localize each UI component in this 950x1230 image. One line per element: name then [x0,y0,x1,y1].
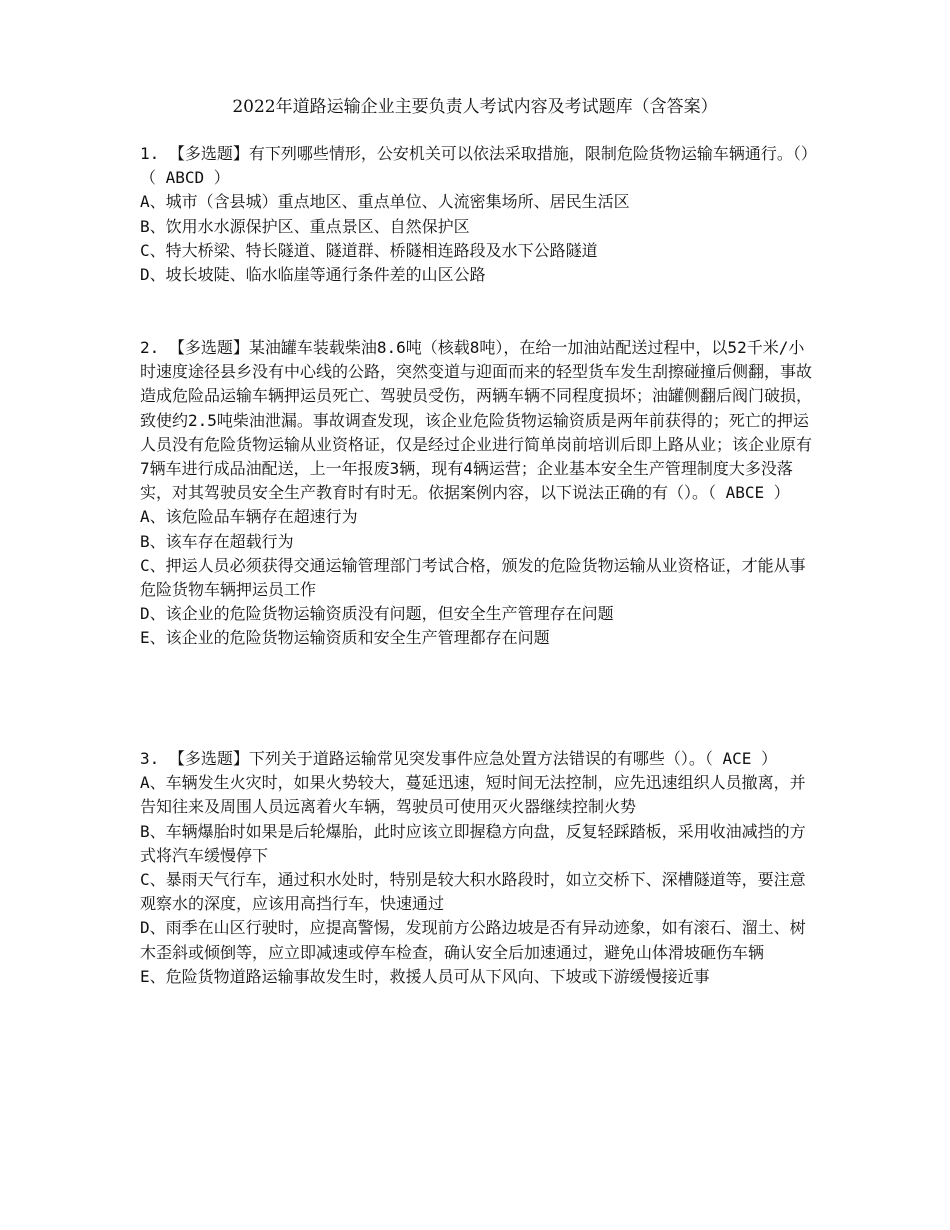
option-a: A、该危险品车辆存在超速行为 [140,507,358,527]
option-c: C、暴雨天气行车，通过积水处时，特别是较大积水路段时，如立交桥下、深槽隧道等，要注意观察水的深度，应该用高挡行车，快速通过 [140,870,806,914]
option-b: B、该车存在超载行为 [140,531,294,551]
question-1 [140,142,820,287]
question-stem: 2. 【多选题】某油罐车装载柴油8.6吨（核载8吨），在给一加油站配送过程中，以52千米/小时速度途径县乡没有中心线的公路，突然变道与迎面而来的轻型货车发生刮擦碰撞后侧翻，事故造成危险品运输车辆押运员死亡、驾驶员受伤，两辆车辆不同程度损坏；油罐侧翻后阀门破损，致使约2.5吨柴油泄漏。事故调查发现，该企业危险货物运输资质是两年前获得的；死亡的押运人员没有危险货物运输从业资格证，仅是经过企业进行简单岗前培训后即上路从业；该企业原有7辆车进行成品油配送，上一年报废3辆，现有4辆运营；企业基本安全生产管理制度大多没落实，对其驾驶员安全生产教育时有时无。依据案例内容，以下说法正确的有（）。（ ABCE ） [140,338,813,503]
question-stem: 1. 【多选题】有下列哪些情形，公安机关可以依法采取措施，限制危险货物运输车辆通行。（）（ ABCD ） [140,144,817,188]
question-2 [140,336,820,651]
option-d: D、坡长坡陡、临水临崖等通行条件差的山区公路 [140,265,486,285]
option-e: E、该企业的危险货物运输资质和安全生产管理都存在问题 [140,628,550,648]
option-b: B、车辆爆胎时如果是后轮爆胎，此时应该立即握稳方向盘，反复轻踩踏板，采用收油减挡的方式将汽车缓慢停下 [140,821,806,865]
option-c: C、特大桥梁、特长隧道、隧道群、桥隧相连路段及水下公路隧道 [140,240,598,260]
document-title: 2022年道路运输企业主要负责人考试内容及考试题库（含答案） [232,97,718,117]
option-a: A、车辆发生火灾时，如果火势较大，蔓延迅速，短时间无法控制，应先迅速组织人员撤离，并告知往来及周围人员远离着火车辆，驾驶员可使用灭火器继续控制火势 [140,773,806,817]
option-b: B、饮用水水源保护区、重点景区、自然保护区 [140,216,470,236]
option-c: C、押运人员必须获得交通运输管理部门考试合格，颁发的危险货物运输从业资格证，才能从事危险货物车辆押运员工作 [140,555,806,600]
option-a: A、城市（含县城）重点地区、重点单位、人流密集场所、居民生活区 [140,192,630,212]
option-d: D、雨季在山区行驶时，应提高警惕，发现前方公路边坡是否有异动迹象，如有滚石、溜土、树木歪斜或倾倒等，应立即减速或停车检查，确认安全后加速通过，避免山体滑坡砸伤车辆 [140,918,806,962]
option-e: E、危险货物道路运输事故发生时，救援人员可从下风向、下坡或下游缓慢接近事 [140,966,710,986]
option-d: D、该企业的危险货物运输资质没有问题，但安全生产管理存在问题 [140,604,614,624]
question-stem: 3. 【多选题】下列关于道路运输常见突发事件应急处置方法错误的有哪些（）。（ ACE ） [140,749,778,768]
question-3 [140,747,820,989]
